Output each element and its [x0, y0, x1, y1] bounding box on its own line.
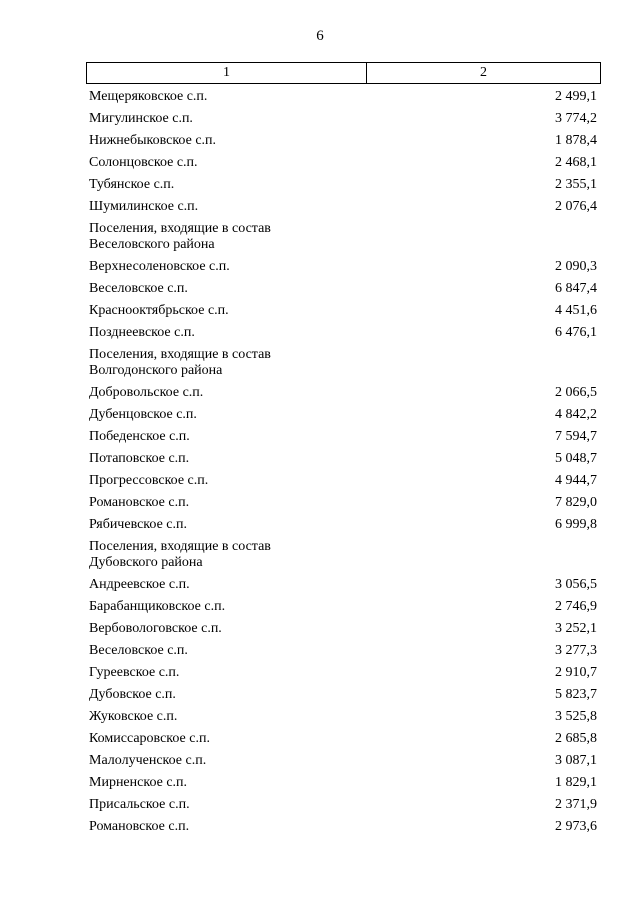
- table-row: [89, 515, 597, 537]
- settlement-name: Шумилинское с.п.: [89, 199, 199, 214]
- settlement-value: 2 685,8: [555, 731, 597, 746]
- page-number: 6: [316, 28, 324, 44]
- settlement-name: Гуреевское с.п.: [89, 665, 180, 680]
- table-row: [89, 279, 597, 301]
- settlement-name: Тубянское с.п.: [89, 177, 175, 192]
- settlement-value: 6 999,8: [555, 517, 597, 532]
- table-row: [89, 597, 597, 619]
- settlement-value: 7 829,0: [555, 495, 597, 510]
- table-header: [86, 62, 601, 84]
- table-row: [89, 641, 597, 663]
- settlement-value: 3 277,3: [555, 643, 597, 658]
- settlement-name: Романовское с.п.: [89, 495, 190, 510]
- settlement-name: Потаповское с.п.: [89, 451, 190, 466]
- settlement-name: Присальское с.п.: [89, 797, 190, 812]
- table-row: [89, 131, 597, 153]
- table-row: [89, 301, 597, 323]
- settlement-value: 1 829,1: [555, 775, 597, 790]
- settlement-name: Позднеевское с.п.: [89, 325, 195, 340]
- table-row: [89, 795, 597, 817]
- table-body: [89, 87, 597, 839]
- table-row: [89, 323, 597, 345]
- settlement-name: Романовское с.п.: [89, 819, 190, 834]
- settlement-value: 2 468,1: [555, 155, 597, 170]
- settlement-name: Вербовологовское с.п.: [89, 621, 222, 636]
- table-row: [89, 427, 597, 449]
- table-row: [89, 471, 597, 493]
- settlement-value: 3 774,2: [555, 111, 597, 126]
- group-heading-row: [89, 537, 597, 575]
- column-header-1: 1: [87, 63, 367, 83]
- settlement-value: 3 087,1: [555, 753, 597, 768]
- table-row: [89, 817, 597, 839]
- settlement-name: Нижнебыковское с.п.: [89, 133, 217, 148]
- settlement-value: 3 252,1: [555, 621, 597, 636]
- settlement-name: Прогрессовское с.п.: [89, 473, 209, 488]
- table-row: [89, 449, 597, 471]
- settlement-name: Мигулинское с.п.: [89, 111, 193, 126]
- column-header-2: 2: [480, 65, 487, 80]
- settlement-name: Поселения, входящие в состав Веселовского района: [89, 221, 271, 252]
- settlement-name: Добровольское с.п.: [89, 385, 204, 400]
- settlement-value: 2 910,7: [555, 665, 597, 680]
- table-row: [89, 773, 597, 795]
- settlement-name: Солонцовское с.п.: [89, 155, 198, 170]
- settlement-value: 2 746,9: [555, 599, 597, 614]
- settlement-name: Краснооктябрьское с.п.: [89, 303, 229, 318]
- settlement-name: Комиссаровское с.п.: [89, 731, 210, 746]
- table-row: [89, 575, 597, 597]
- table-row: [89, 197, 597, 219]
- table-row: [89, 175, 597, 197]
- settlement-name: Дубовское с.п.: [89, 687, 176, 702]
- table-row: [89, 619, 597, 641]
- settlement-value: 4 451,6: [555, 303, 597, 318]
- settlement-value: 5 048,7: [555, 451, 597, 466]
- settlement-value: 1 878,4: [555, 133, 597, 148]
- settlement-value: 2 066,5: [555, 385, 597, 400]
- table-row: [89, 257, 597, 279]
- settlement-value: 7 594,7: [555, 429, 597, 444]
- settlement-value: 2 499,1: [555, 89, 597, 104]
- table-row: [89, 153, 597, 175]
- table-row: [89, 87, 597, 109]
- settlement-value: 2 973,6: [555, 819, 597, 834]
- settlement-name: Мещеряковское с.п.: [89, 89, 208, 104]
- table-row: [89, 685, 597, 707]
- settlement-name: Поселения, входящие в состав Дубовского района: [89, 539, 271, 570]
- settlement-name: Веселовское с.п.: [89, 643, 188, 658]
- settlement-value: 5 823,7: [555, 687, 597, 702]
- settlement-name: Жуковское с.п.: [89, 709, 178, 724]
- settlement-name: Поселения, входящие в состав Волгодонского района: [89, 347, 271, 378]
- settlement-name: Веселовское с.п.: [89, 281, 188, 296]
- group-heading-row: [89, 345, 597, 383]
- settlement-name: Победенское с.п.: [89, 429, 190, 444]
- table-row: [89, 663, 597, 685]
- settlement-name: Барабанщиковское с.п.: [89, 599, 226, 614]
- settlement-name: Малолученское с.п.: [89, 753, 207, 768]
- group-heading-row: [89, 219, 597, 257]
- table-row: [89, 493, 597, 515]
- settlement-value: 2 355,1: [555, 177, 597, 192]
- settlement-name: Андреевское с.п.: [89, 577, 190, 592]
- table-row: [89, 707, 597, 729]
- settlement-name: Рябичевское с.п.: [89, 517, 187, 532]
- settlement-name: Верхнесоленовское с.п.: [89, 259, 230, 274]
- settlement-value: 2 090,3: [555, 259, 597, 274]
- settlement-value: 6 847,4: [555, 281, 597, 296]
- table-row: [89, 109, 597, 131]
- settlement-name: Дубенцовское с.п.: [89, 407, 197, 422]
- settlement-value: 3 525,8: [555, 709, 597, 724]
- table-row: [89, 383, 597, 405]
- settlement-value: 6 476,1: [555, 325, 597, 340]
- settlement-value: 4 944,7: [555, 473, 597, 488]
- settlement-name: Мирненское с.п.: [89, 775, 188, 790]
- settlement-value: 3 056,5: [555, 577, 597, 592]
- table-row: [89, 405, 597, 427]
- settlement-value: 4 842,2: [555, 407, 597, 422]
- settlement-value: 2 076,4: [555, 199, 597, 214]
- table-row: [89, 751, 597, 773]
- table-row: [89, 729, 597, 751]
- settlement-value: 2 371,9: [555, 797, 597, 812]
